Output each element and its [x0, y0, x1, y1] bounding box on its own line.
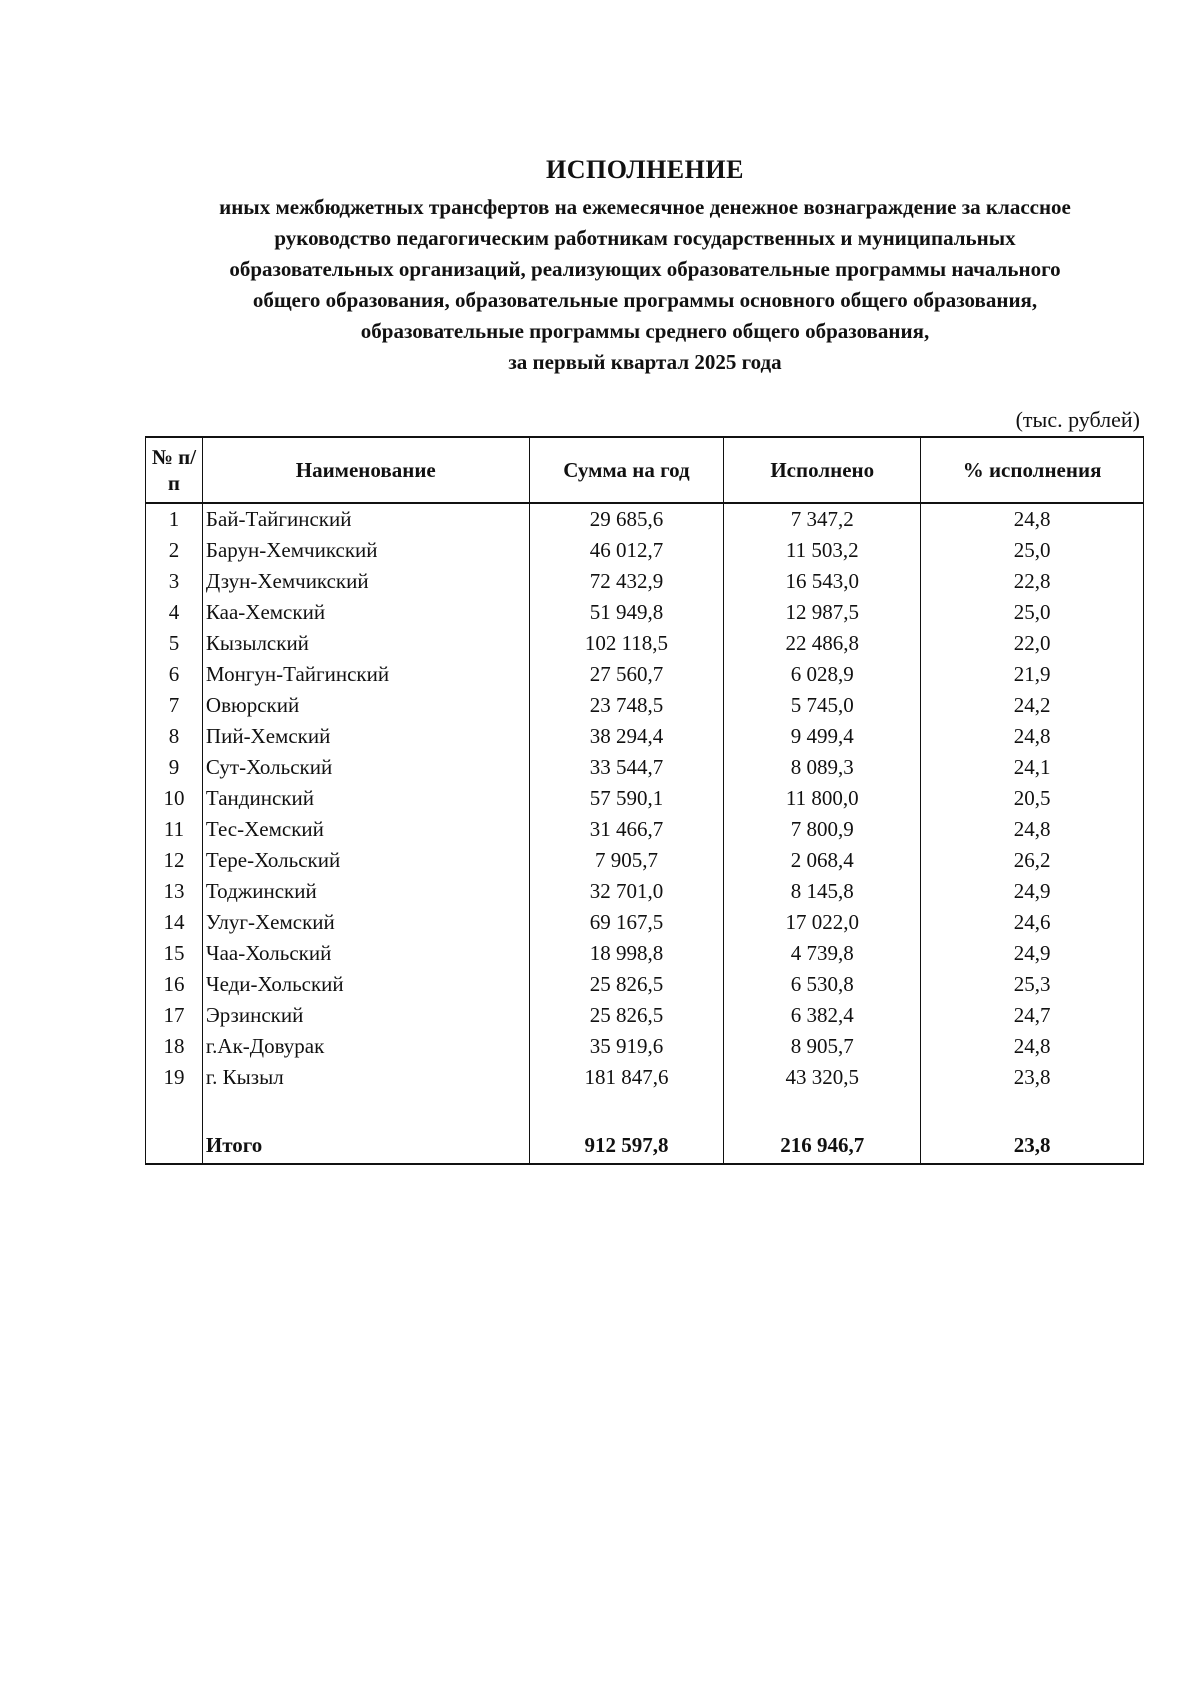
row-year-sum: 23 748,5 [529, 690, 724, 721]
row-executed: 43 320,5 [724, 1062, 921, 1093]
row-year-sum: 25 826,5 [529, 1000, 724, 1031]
row-year-sum: 72 432,9 [529, 566, 724, 597]
row-executed: 11 503,2 [724, 535, 921, 566]
row-executed: 8 905,7 [724, 1031, 921, 1062]
row-executed: 7 800,9 [724, 814, 921, 845]
table-row [146, 938, 1144, 969]
total-year-sum: 912 597,8 [529, 1127, 724, 1164]
row-number: 15 [146, 938, 203, 969]
row-name: г.Ак-Довурак [202, 1031, 529, 1062]
table-row [146, 1000, 1144, 1031]
title-block [150, 154, 1140, 378]
row-number: 11 [146, 814, 203, 845]
row-executed: 16 543,0 [724, 566, 921, 597]
document-title: ИСПОЛНЕНИЕ [546, 155, 744, 184]
row-name: Барун-Хемчикский [202, 535, 529, 566]
row-percent: 20,5 [921, 783, 1144, 814]
header-name: Наименование [202, 437, 529, 503]
row-name: Чеди-Хольский [202, 969, 529, 1000]
spacer-cell [202, 1093, 529, 1127]
execution-table [145, 436, 1144, 1165]
table-row [146, 535, 1144, 566]
row-number: 10 [146, 783, 203, 814]
row-percent: 25,0 [921, 597, 1144, 628]
table-row [146, 690, 1144, 721]
row-number: 14 [146, 907, 203, 938]
spacer-cell [724, 1093, 921, 1127]
table-row [146, 659, 1144, 690]
row-number: 6 [146, 659, 203, 690]
row-percent: 24,9 [921, 938, 1144, 969]
row-number: 2 [146, 535, 203, 566]
row-executed: 6 028,9 [724, 659, 921, 690]
row-year-sum: 51 949,8 [529, 597, 724, 628]
total-name: Итого [202, 1127, 529, 1164]
row-number: 19 [146, 1062, 203, 1093]
table-row [146, 876, 1144, 907]
row-year-sum: 25 826,5 [529, 969, 724, 1000]
spacer-cell [529, 1093, 724, 1127]
table-row [146, 597, 1144, 628]
row-year-sum: 57 590,1 [529, 783, 724, 814]
row-executed: 5 745,0 [724, 690, 921, 721]
row-year-sum: 32 701,0 [529, 876, 724, 907]
row-number: 18 [146, 1031, 203, 1062]
row-name: г. Кызыл [202, 1062, 529, 1093]
row-year-sum: 31 466,7 [529, 814, 724, 845]
row-percent: 24,2 [921, 690, 1144, 721]
document-subtitle [150, 192, 1140, 378]
spacer-row [146, 1093, 1144, 1127]
row-year-sum: 33 544,7 [529, 752, 724, 783]
row-number: 9 [146, 752, 203, 783]
row-percent: 24,8 [921, 721, 1144, 752]
total-executed: 216 946,7 [724, 1127, 921, 1164]
header-year-sum: Сумма на год [529, 437, 724, 503]
row-year-sum: 7 905,7 [529, 845, 724, 876]
row-number: 17 [146, 1000, 203, 1031]
total-percent: 23,8 [921, 1127, 1144, 1164]
row-year-sum: 27 560,7 [529, 659, 724, 690]
row-executed: 12 987,5 [724, 597, 921, 628]
row-executed: 4 739,8 [724, 938, 921, 969]
table-row [146, 845, 1144, 876]
row-number: 12 [146, 845, 203, 876]
units-label: (тыс. рублей) [1015, 407, 1140, 432]
row-name: Тоджинский [202, 876, 529, 907]
table-row [146, 969, 1144, 1000]
row-number: 8 [146, 721, 203, 752]
row-number: 1 [146, 503, 203, 535]
table-header-row [146, 437, 1144, 503]
row-percent: 25,3 [921, 969, 1144, 1000]
row-percent: 26,2 [921, 845, 1144, 876]
spacer-cell [921, 1093, 1144, 1127]
row-year-sum: 69 167,5 [529, 907, 724, 938]
row-executed: 2 068,4 [724, 845, 921, 876]
row-executed: 6 530,8 [724, 969, 921, 1000]
row-year-sum: 46 012,7 [529, 535, 724, 566]
table-row [146, 814, 1144, 845]
header-num: № п/п [146, 437, 203, 503]
row-executed: 8 145,8 [724, 876, 921, 907]
row-percent: 21,9 [921, 659, 1144, 690]
row-year-sum: 18 998,8 [529, 938, 724, 969]
row-year-sum: 102 118,5 [529, 628, 724, 659]
row-name: Тес-Хемский [202, 814, 529, 845]
row-percent: 22,8 [921, 566, 1144, 597]
row-number: 7 [146, 690, 203, 721]
table-row [146, 628, 1144, 659]
row-percent: 24,8 [921, 503, 1144, 535]
total-row [146, 1127, 1144, 1164]
total-num [146, 1127, 203, 1164]
row-executed: 22 486,8 [724, 628, 921, 659]
table-row [146, 1031, 1144, 1062]
header-percent: % исполнения [921, 437, 1144, 503]
table-row [146, 503, 1144, 535]
row-percent: 24,9 [921, 876, 1144, 907]
row-number: 3 [146, 566, 203, 597]
table-row [146, 783, 1144, 814]
row-percent: 25,0 [921, 535, 1144, 566]
subtitle-line: общего образования, образовательные программы основного общего образования, [252, 288, 1038, 312]
row-executed: 8 089,3 [724, 752, 921, 783]
row-executed: 11 800,0 [724, 783, 921, 814]
header-executed: Исполнено [724, 437, 921, 503]
row-executed: 17 022,0 [724, 907, 921, 938]
row-year-sum: 181 847,6 [529, 1062, 724, 1093]
row-number: 13 [146, 876, 203, 907]
row-year-sum: 35 919,6 [529, 1031, 724, 1062]
row-executed: 7 347,2 [724, 503, 921, 535]
row-percent: 24,1 [921, 752, 1144, 783]
row-name: Эрзинский [202, 1000, 529, 1031]
row-percent: 24,7 [921, 1000, 1144, 1031]
row-name: Дзун-Хемчикский [202, 566, 529, 597]
subtitle-line: образовательных организаций, реализующих образовательные программы начального [229, 257, 1061, 281]
row-percent: 22,0 [921, 628, 1144, 659]
row-number: 5 [146, 628, 203, 659]
table-row [146, 566, 1144, 597]
row-year-sum: 38 294,4 [529, 721, 724, 752]
row-name: Сут-Хольский [202, 752, 529, 783]
subtitle-line: иных межбюджетных трансфертов на ежемесячное денежное вознаграждение за классное [219, 195, 1071, 219]
row-name: Улуг-Хемский [202, 907, 529, 938]
row-number: 16 [146, 969, 203, 1000]
table-row [146, 721, 1144, 752]
table-body [146, 503, 1144, 1164]
row-name: Пий-Хемский [202, 721, 529, 752]
row-number: 4 [146, 597, 203, 628]
subtitle-line: руководство педагогическим работникам государственных и муниципальных [274, 226, 1016, 250]
row-year-sum: 29 685,6 [529, 503, 724, 535]
row-executed: 9 499,4 [724, 721, 921, 752]
row-executed: 6 382,4 [724, 1000, 921, 1031]
row-percent: 24,8 [921, 1031, 1144, 1062]
row-name: Чаа-Хольский [202, 938, 529, 969]
row-percent: 23,8 [921, 1062, 1144, 1093]
row-percent: 24,8 [921, 814, 1144, 845]
row-percent: 24,6 [921, 907, 1144, 938]
row-name: Монгун-Тайгинский [202, 659, 529, 690]
subtitle-line: за первый квартал 2025 года [508, 350, 782, 374]
row-name: Тандинский [202, 783, 529, 814]
row-name: Тере-Хольский [202, 845, 529, 876]
table-row [146, 907, 1144, 938]
row-name: Каа-Хемский [202, 597, 529, 628]
spacer-cell [146, 1093, 203, 1127]
row-name: Кызылский [202, 628, 529, 659]
subtitle-line: образовательные программы среднего общего образования, [360, 319, 930, 343]
table-row [146, 752, 1144, 783]
table-row [146, 1062, 1144, 1093]
row-name: Овюрский [202, 690, 529, 721]
row-name: Бай-Тайгинский [202, 503, 529, 535]
